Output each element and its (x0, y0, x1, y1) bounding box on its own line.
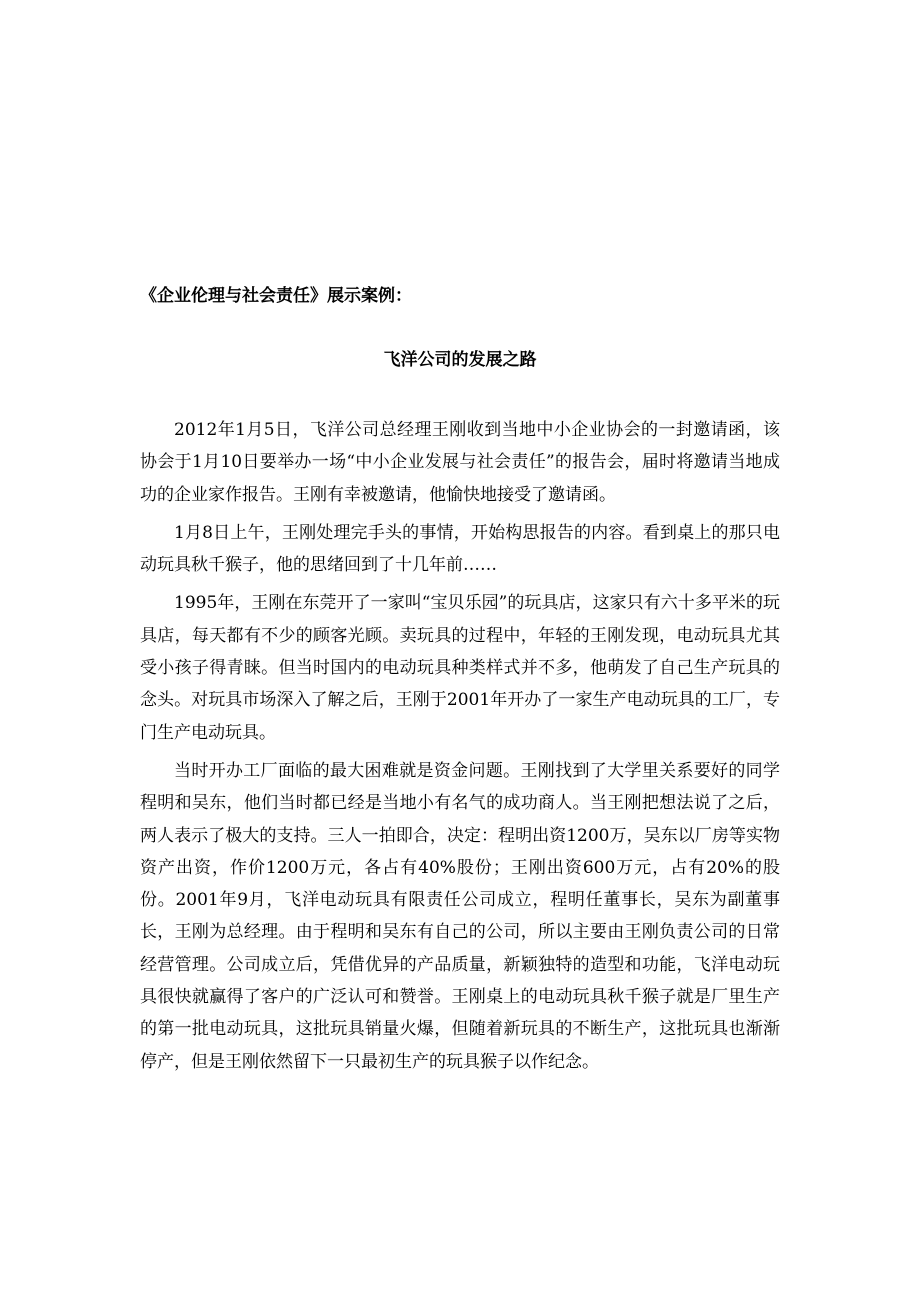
paragraph-toy-store: 1995年，王刚在东莞开了一家叫“宝贝乐园”的玩具店，这家只有六十多平米的玩具店，每天都有不少的顾客光顾。卖玩具的过程中，年轻的王刚发现，电动玩具尤其受小孩子得青睐。但当时国内的电动玩具种类样式并不多，他萌发了自己生产玩具的念头。对玩具市场深入了解之后，王刚于2001年开办了一家生产电动玩具的工厂，专门生产电动玩具。 (140, 593, 780, 743)
case-title: 飞洋公司的发展之路 (383, 350, 537, 370)
paragraph-company-founding: 当时开办工厂面临的最大困难就是资金问题。王刚找到了大学里关系要好的同学程明和吴东，他们当时都已经是当地小有名气的成功商人。当王刚把想法说了之后，两人表示了极大的支持。三人一拍即合，决定：程明出资1200万，吴东以厂房等实物资产出资，作价1200万元，各占有40%股份；王刚出资600万元，占有20%的股份。2001年9月，飞洋电动玩具有限责任公司成立，程明任董事长，吴东为副董事长，王刚为总经理。由于程明和吴东有自己的公司，所以主要由王刚负责公司的日常经营管理。公司成立后，凭借优异的产品质量，新颖独特的造型和功能，飞洋电动玩具很快就赢得了客户的广泛认可和赞誉。王刚桌上的电动玩具秋千猴子就是厂里生产的第一批电动玩具，这批玩具销量火爆，但随着新玩具的不断生产，这批玩具也渐渐停产，但是王刚依然留下一只最初生产的玩具猴子以作纪念。 (140, 760, 780, 1072)
case-body (140, 414, 780, 1078)
paragraph-recollection: 1月8日上午，王刚处理完手头的事情，开始构思报告的内容。看到桌上的那只电动玩具秋千猴子，他的思绪回到了十几年前…… (140, 522, 780, 576)
paragraph-invitation: 2012年1月5日，飞洋公司总经理王刚收到当地中小企业协会的一封邀请函，该协会于1月10日要举办一场“中小企业发展与社会责任”的报告会，届时将邀请当地成功的企业家作报告。王刚有幸被邀请，他愉快地接受了邀请函。 (140, 420, 780, 505)
case-heading: 《企业伦理与社会责任》展示案例： (140, 286, 412, 306)
